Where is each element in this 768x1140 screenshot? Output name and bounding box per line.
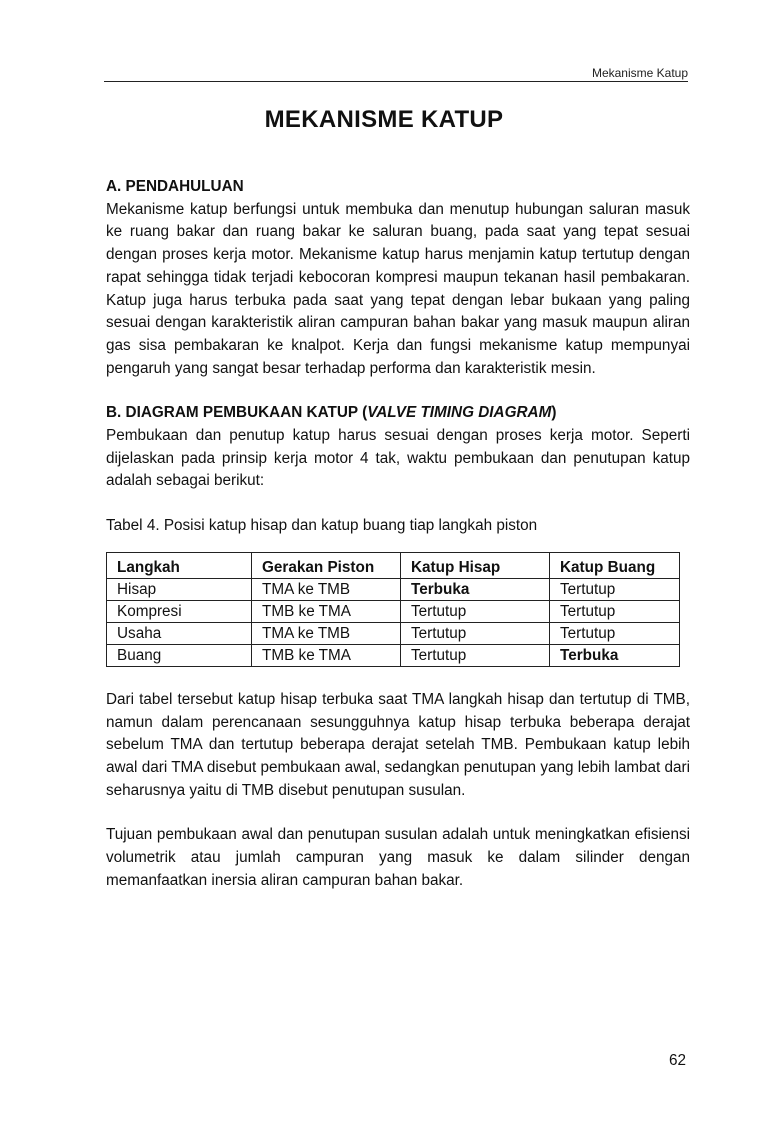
cell-langkah: Buang — [107, 644, 252, 666]
section-b-heading-suffix: ) — [551, 404, 557, 422]
cell-katup-buang: Terbuka — [550, 644, 680, 666]
table-row — [107, 600, 680, 622]
table-row — [107, 578, 680, 600]
cell-gerakan: TMB ke TMA — [252, 600, 401, 622]
paragraph-after-table: Dari tabel tersebut katup hisap terbuka saat TMA langkah hisap dan tertutup di TMB, namun dalam perencanaan sesungguhnya katup hisap terbuka beberapa derajat sebelum TMA dan tertutup beberapa derajat setelah TMB. Pembukaan katup lebih awal dari TMA disebut pembukaan awal, sedangkan penutupan yang lebih lambat dari seharusnya yaitu di TMB disebut penutupan susulan. — [106, 690, 690, 799]
table-row — [107, 644, 680, 666]
document-body — [106, 176, 690, 892]
page-title: MEKANISME KATUP — [264, 106, 504, 133]
section-b-heading-italic: VALVE TIMING DIAGRAM — [367, 404, 552, 422]
section-a-paragraph: Mekanisme katup berfungsi untuk membuka dan menutup hubungan saluran masuk ke ruang bakar dan ruang bakar ke saluran buang, pada saat yang tepat sesuai dengan proses kerja motor. Mekanisme katup harus menjamin katup tertutup dengan rapat sehingga tidak terjadi kebocoran kompresi maupun tekanan hasil pembakaran. Katup juga harus terbuka pada saat yang tepat dengan lebar bukaan yang paling sesuai dengan karakteristik aliran campuran bahan bakar yang masuk maupun aliran gas sisa pembakaran ke knalpot. Kerja dan fungsi mekanisme katup mempunyai pengaruh yang sangat besar terhadap performa dan karakteristik mesin. — [106, 200, 690, 377]
section-a-heading: A. PENDAHULUAN — [106, 178, 244, 195]
cell-katup-hisap: Terbuka — [401, 578, 550, 600]
header-rule — [104, 81, 688, 82]
table-header-row — [107, 552, 680, 578]
paragraph-final: Tujuan pembukaan awal dan penutupan susulan adalah untuk meningkatkan efisiensi volumetrik atau jumlah campuran yang masuk ke dalam silinder dengan memanfaatkan inersia aliran campuran bahan bakar. — [106, 826, 690, 889]
cell-gerakan: TMA ke TMB — [252, 578, 401, 600]
section-b-heading — [106, 402, 690, 425]
table-caption: Tabel 4. Posisi katup hisap dan katup buang tiap langkah piston — [106, 517, 538, 535]
section-b-paragraph: Pembukaan dan penutup katup harus sesuai dengan proses kerja motor. Seperti dijelaskan pada prinsip kerja motor 4 tak, waktu pembukaan dan penutupan katup adalah sebagai berikut: — [106, 427, 690, 490]
header-katup-buang: Katup Buang — [550, 552, 680, 578]
running-header: Mekanisme Katup — [591, 66, 688, 80]
cell-katup-buang: Tertutup — [550, 622, 680, 644]
page-number: 62 — [668, 1052, 686, 1069]
header-langkah: Langkah — [107, 552, 252, 578]
valve-position-table — [106, 552, 680, 667]
cell-gerakan: TMB ke TMA — [252, 644, 401, 666]
cell-katup-hisap: Tertutup — [401, 622, 550, 644]
table-row — [107, 622, 680, 644]
cell-katup-hisap: Tertutup — [401, 644, 550, 666]
cell-katup-buang: Tertutup — [550, 578, 680, 600]
cell-langkah: Hisap — [107, 578, 252, 600]
cell-langkah: Kompresi — [107, 600, 252, 622]
section-b-heading-prefix: B. DIAGRAM PEMBUKAAN KATUP ( — [106, 404, 368, 422]
header-katup-hisap: Katup Hisap — [401, 552, 550, 578]
cell-katup-buang: Tertutup — [550, 600, 680, 622]
cell-langkah: Usaha — [107, 622, 252, 644]
cell-katup-hisap: Tertutup — [401, 600, 550, 622]
cell-gerakan: TMA ke TMB — [252, 622, 401, 644]
header-gerakan-piston: Gerakan Piston — [252, 552, 401, 578]
